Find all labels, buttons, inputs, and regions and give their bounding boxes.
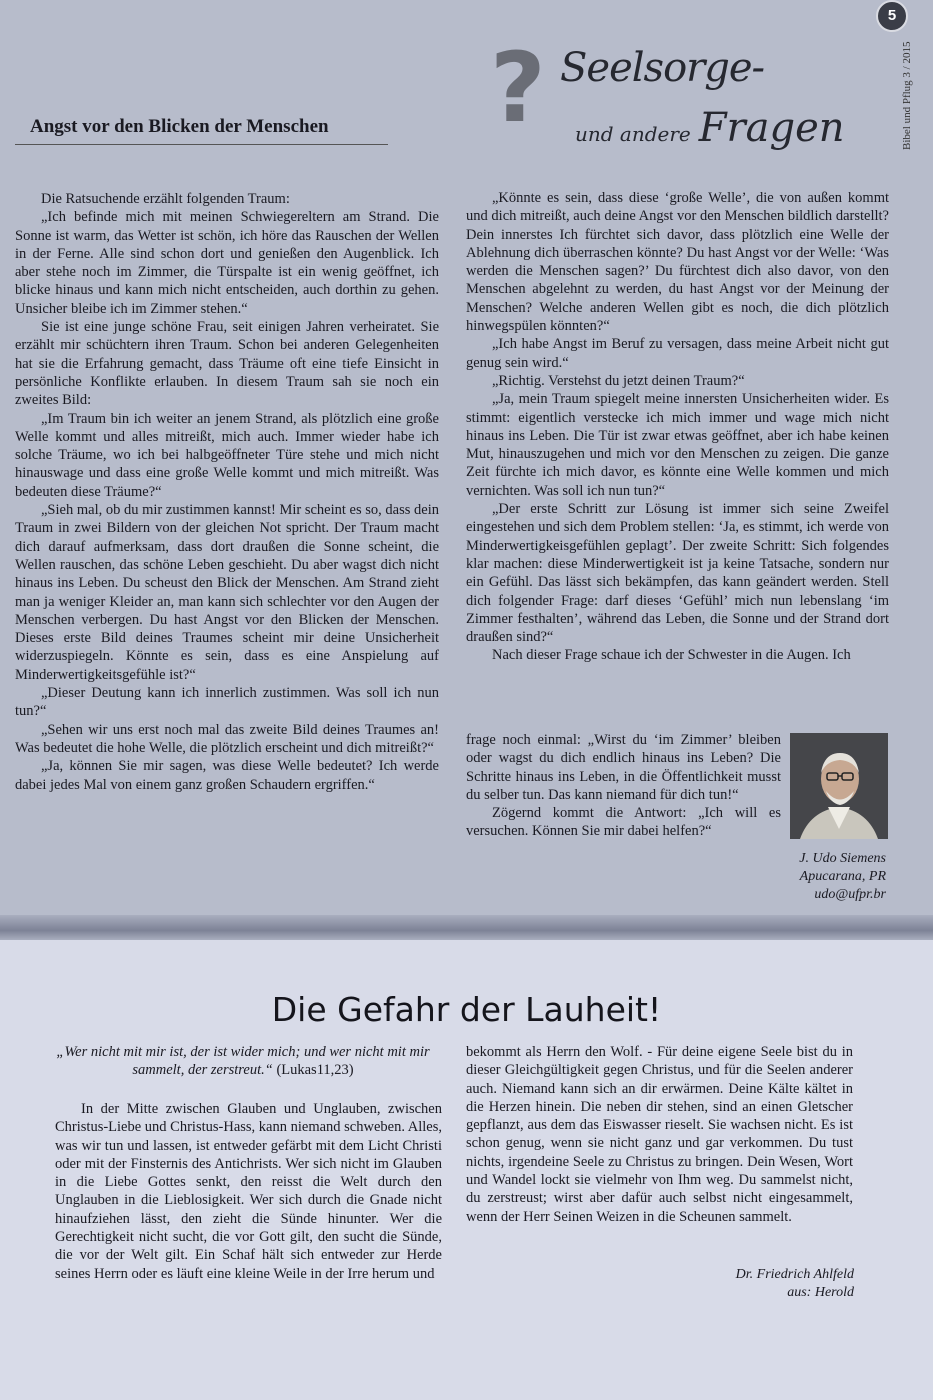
column-logo-small: und andere <box>575 122 691 146</box>
author-photo <box>790 733 888 839</box>
paragraph: „Ich habe Angst im Beruf zu versagen, dass meine Arbeit nicht gut genug sein wird.“ <box>466 336 889 371</box>
paragraph: „Sehen wir uns erst noch mal das zweite Bild deines Traumes an! Was bedeutet die hohe Welle, die plötzlich erscheint und dich mitreißt?“ <box>15 721 439 756</box>
article2-title: Die Gefahr der Lauheit! <box>271 990 662 1029</box>
article1-column-right-narrow <box>466 731 781 841</box>
page-number-badge: 5 <box>876 0 908 32</box>
paragraph: Nach dieser Frage schaue ich der Schwester in die Augen. Ich <box>492 647 851 664</box>
paragraph: Zögernd kommt die Antwort: „Ich will es versuchen. Können Sie mir dabei helfen?“ <box>466 805 781 840</box>
paragraph: „Ja, mein Traum spiegelt meine innersten Unsicherheiten wider. Es stimmt: eigentlich verstecke ich mich immer und wage mich nicht hinaus ins Leben. Die Tür ist zwar etwas geöffnet, aber ich habe keinen Mut, hinauszugehen und mich vor den Menschen zu zeigen. Die ganze Zeit fürchte ich mich davor, es könnte eine Welle kommen und mich vernichten. Was soll ich nun tun?“ <box>466 391 889 499</box>
author-name: J. Udo Siemens <box>799 851 886 866</box>
article2-signature <box>640 1266 854 1302</box>
question-mark-icon: ? <box>490 32 546 144</box>
paragraph: „Könnte es sein, dass diese ‘große Welle’, die von außen kommt und dich mitreißt, auch deine Angst vor den Menschen bildlich darstellt? Dein innerstes Ich fürchtet sich davor, dass plötzlich eine Welle der Ablehnung dich überraschen könnte? Du hast Angst vor der Welle: ‘Was werden die Menschen sagen?’ Du fürchtest dich also davor, von den Menschen abgelehnt zu werden, du hast Angst vor der Meinung der Menschen? Welche anderen Wellen gibt es noch, die dich plötzlich hinwegspülen könnten?“ <box>466 190 889 335</box>
author-email: udo@ufpr.br <box>814 887 886 902</box>
author-location: Apucarana, PR <box>799 869 886 884</box>
paragraph: „Dieser Deutung kann ich innerlich zustimmen. Was soll ich nun tun?“ <box>15 685 439 720</box>
article1-signature <box>700 850 886 904</box>
paragraph: „Ich befinde mich mit meinen Schwiegereltern am Strand. Die Sonne ist warm, das Wetter ist schön, ich höre das Rauschen der Wellen in der Ferne. Alle sind schon dort und genießen den Augenblick. Ich aber stehe noch im Zimmer, die Türspalte ist ein wenig geöffnet, ich blicke hinaus und kann mich nicht entscheiden, auch dorthin zu gehen. Unsicher bleibe ich im Zimmer stehen.“ <box>15 209 439 317</box>
paragraph: Die Ratsuchende erzählt folgenden Traum: <box>41 191 290 207</box>
journal-issue-label: Bibel und Pflug 3 / 2015 <box>901 41 913 150</box>
article2-column-left <box>55 1100 442 1283</box>
paragraph: bekommt als Herrn den Wolf. - Für deine eigene Seele bist du in dieser Gleichgültigkeit gegen Christus, und für die Seelen anderer auch. Niemand kann sich an dir erwärmen. Deine Kälte kältet in die Herzen hinein. Die neben dir stehen, sind an einen Gletscher gepflanzt, aus dem das Eiswasser rieselt. Sie wachsen nicht. Es ist schon genug, wenn sie nicht ganz und gar verkommen. Du tust nichts, irgendeine Seele zu Christus zu bringen. Dein Wesen, Wort und Wandel lockt sie vielmehr von Ihm weg. Du sammelst nicht, du zerstreust; wirst aber dafür auch selbst nicht eingesammelt, wenn der Herr Seinen Weizen in die Scheunen sammelt. <box>466 1044 853 1225</box>
paragraph: „Richtig. Verstehst du jetzt deinen Traum?“ <box>492 372 745 389</box>
article-title: Angst vor den Blicken der Menschen <box>30 116 329 137</box>
paragraph: „Sieh mal, ob du mir zustimmen kannst! Mir scheint es so, dass dein Traum in zwei Bildern von der gleichen Not spricht. Der Traum macht dich darauf aufmerksam, dass dort draußen die Sonne scheint, die Wellen rauschen, das schöne Leben geschieht. Du aber wagst dich nicht hinaus ins Leben. Du scheust den Blick der Menschen. Am Strand zieht man ja weniger Kleider an, man kann sich schlechter vor den Augen der Menschen verbergen. Du hast Angst vor den Blicken der Menschen. Dieses erste Bild deines Traumes scheint mir deine Unsicherheit widerzuspiegeln. Könnte es sein, dass es eine Anspielung auf Minderwertigkeitsgefühle ist?“ <box>15 502 439 683</box>
paragraph: „Ja, können Sie mir sagen, was diese Welle bedeutet? Ich werde dabei jedes Mal von einem ganz großen Schaudern ergriffen.“ <box>15 758 439 793</box>
column-logo-line1: Seelsorge- <box>560 45 765 91</box>
quote-reference: (Lukas11,23) <box>272 1062 354 1079</box>
paragraph: „Im Traum bin ich weiter an jenem Strand, als plötzlich eine große Welle kommt und alles mitreißt, mich auch. Immer wieder habe ich solche Träume, wo ich bei halbgeöffneter Türe stehe und mich nicht hinauswage und dass eine große Welle kommt und mich mitreißt. Was bedeuten diese Träume?“ <box>15 410 439 500</box>
source-name: aus: Herold <box>787 1285 854 1300</box>
column-logo-big: Fragen <box>698 105 845 151</box>
article1-column-right <box>466 189 889 665</box>
author-name: Dr. Friedrich Ahlfeld <box>735 1267 854 1282</box>
paragraph: „Der erste Schritt zur Lösung ist immer sich seine Zweifel eingestehen und sich dem Problem stellen: ‘Ja, es stimmt, ich werde von Minderwertigkeisgefühlen geplagt’. Der zweite Schritt: Sich folgendes klar machen: diese Minderwertigkeit ist ja keine Tatsache, sondern nur ein Gefühl. Das lässt sich bekämpfen, das kann geändert werden. Stell dich folgender Frage: darf dieses ‘Gefühl’ mich nun lebenslang ‘im Zimmer festhalten’, während das Leben, die Sonne und der Strand dort draußen sind?“ <box>466 501 889 646</box>
quote-text: „Wer nicht mit mir ist, der ist wider mich; und wer nicht mit mir sammelt, der zerstreut.“ <box>56 1044 430 1079</box>
article1-column-left <box>15 190 439 794</box>
bible-quote <box>48 1043 438 1080</box>
article2-column-right <box>466 1043 853 1226</box>
paragraph: In der Mitte zwischen Glauben und Unglauben, zwischen Christus-Liebe und Christus-Hass, kann niemand schweben. Alles, was wir tun und lassen, ist entweder gefärbt mit dem Licht Christi oder mit der Finsternis des Antichrists. Wer sich nicht im Glauben in die Liebe Gottes senkt, den reisst die Welt durch den Unglauben in die Lieblosigkeit. Wer sich durch die Gnade nicht hinaufziehen lässt, den zieht die Sünde hinunter. Wer die Gerechtigkeit nicht sucht, die vor Gott gilt, den sucht die Sünde, die vor der Welt gilt. Ein Schaf hält sich entweder zur Herde seines Herrn oder es läuft eine kleine Weile in der Irre herum und <box>55 1101 443 1282</box>
paragraph: Sie ist eine junge schöne Frau, seit einigen Jahren verheiratet. Sie erzählt mir schüchtern ihren Traum. Schon bei anderen Gelegenheiten hat sie die Erfahrung gemacht, dass Träume oft eine tiefe Einsicht in persönliche Konflikte erlauben. In diesem Traum sah sie noch ein zweites Bild: <box>15 319 439 409</box>
section-divider-band <box>0 915 933 943</box>
title-underline <box>15 144 388 145</box>
column-logo-line2 <box>575 105 845 151</box>
paragraph: frage noch einmal: „Wirst du ‘im Zimmer’ bleiben oder wagst du dich endlich hinaus ins Leben? Die Schritte hinaus ins Leben, in die Öffentlichkeit musst du selber tun. Das kann niemand für dich tun!“ <box>466 732 781 803</box>
